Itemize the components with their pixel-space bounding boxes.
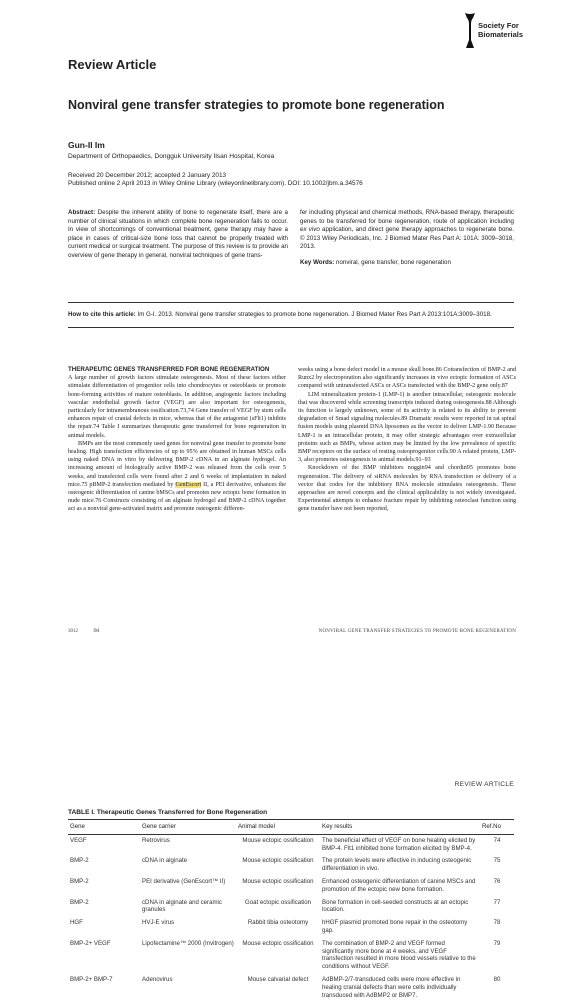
body-left-column xyxy=(68,366,286,514)
table-cell: BMP-2 xyxy=(70,898,89,906)
table-cell: The beneficial effect of VEGF on bone healing elicited by BMP-4. Flt1 inhibited bone formation elicited by BMP-4. xyxy=(322,836,476,852)
table-cell: hHGF plasmid promoted bone repair in the osteotomy gap. xyxy=(322,919,468,934)
society-logo-icon xyxy=(464,12,476,50)
table-cell: Bone formation in cell-seeded constructs at an ectopic location. xyxy=(322,898,469,914)
table-cell: cDNA in alginate xyxy=(142,857,188,865)
table-header-row xyxy=(68,820,514,835)
table-cell: 77 xyxy=(493,898,501,906)
society-logo-text xyxy=(478,22,523,39)
table-cell: 75 xyxy=(493,857,501,865)
running-title: NONVIRAL GENE TRANSFER STRATEGIES TO PROMOTE BONE REGENERATION xyxy=(318,629,516,634)
table-cell: Retrovirus xyxy=(142,836,170,844)
table-cell: Enhanced osteogenic differentiation of canine MSCs and promotion of the ectopic new bone formation. xyxy=(322,877,476,893)
keywords-label: Key Words: xyxy=(300,258,335,266)
table-row xyxy=(68,855,514,876)
footer-author: IM xyxy=(93,629,100,634)
body-paragraph-5: Knockdown of the BMP inhibitors noggin94 and chordin95 promotes bone regeneration. The delivery of siRNA molecules by RNA transfection or delivery of a vector that codes for the inhibitory RNA molecule stimulates osteogenesis. These approaches are novel concepts and the clinical applicability is not widely investigated. Experimental attempts to enhance fracture repair by inhibiting osteoclast function using gene transfer have not been reported, xyxy=(298,465,516,513)
page-number: 3012 xyxy=(68,629,78,634)
table-row xyxy=(68,917,514,938)
table-caption: TABLE I. Therapeutic Genes Transferred for Bone Regeneration xyxy=(68,809,268,816)
logo-line2: Biomaterials xyxy=(478,29,524,39)
section-label: Review Article xyxy=(68,57,157,72)
article-title: Nonviral gene transfer strategies to promote bone regeneration xyxy=(68,98,445,112)
highlighted-term: GenEscort xyxy=(175,481,202,488)
body-paragraph: A large number of growth factors stimulate osteogenesis. Most of these factors either stimulate differentiation of progenitor cells into chondrocytes or osteoblasts or promote bone-forming activities of mature osteoblasts. In addition, angiogenic factors including vascular endothelial growth factor (VEGF) are also important for osteogenesis, particularly for intramembranous ossification.73,74 Gene transfer of VEGF by stem cells enhances repair of cranial defects in mice, whereas that of the antagonist (sFlt1) inhibits the repair.74 Table I summarizes therapeutic gene transferred for bone regeneration in animal models. xyxy=(68,375,286,439)
table-header-cell: Animal model xyxy=(236,820,320,835)
table-row xyxy=(68,876,514,897)
table-row xyxy=(68,897,514,918)
table-cell: BMP-2+ BMP-7 xyxy=(70,975,113,983)
table-cell: Goat ectopic ossification xyxy=(244,898,312,906)
table-row xyxy=(68,938,514,974)
table-cell: 76 xyxy=(493,877,501,885)
table-cell: BMP-2+ VEGF xyxy=(70,939,111,947)
table-cell: PEI derivative (GenEscort™ II) xyxy=(142,877,226,885)
body-paragraph-2b: II, a PEI derivative, enhances the osteogenic differentiation of canine bMSCs and promotes new ectopic bone formation in nude mice.76 Constructs consisting of an alginate hydrogel and BMP-2 cDNA together act as a nonviral gene-activated matrix and promote osteogenic differen- xyxy=(68,481,286,513)
table-cell: VEGF xyxy=(70,836,87,844)
table-cell: Adenovirus xyxy=(142,975,173,983)
table-cell: Mouse ectopic ossification xyxy=(242,939,314,947)
next-page-header: REVIEW ARTICLE xyxy=(454,781,514,788)
table-cell: The combination of BMP-2 and VEGF formed significantly more bone at 4 weeks, and VEGF transfection resulted in more blood vessels relative to the conditions without VEGF. xyxy=(322,939,476,971)
page-footer-left xyxy=(68,629,99,634)
table-cell: HVJ-E virus xyxy=(142,919,175,927)
table-cell: Mouse ectopic ossification xyxy=(242,836,314,844)
author-name: Gun-Il Im xyxy=(68,140,105,150)
table-header-cell: Key results xyxy=(320,820,480,835)
table-row xyxy=(68,974,514,1002)
table-cell: BMP-2 xyxy=(70,857,89,865)
body-paragraph-2a: BMPs are the most commonly used genes for nonviral gene transfer to promote bone healing. High transfection efficiencies of up to 95% are obtained in human MSCs cells using naked DNA in vitro by delivering BMP-2 cDNA in an alginate hydrogel. An increasing amount of biologically active BMP-2 was released from the cells over 5 weeks, and transfected cells were found after 2 and 6 weeks of implantation in naked mice.75 pBMP-2 transfection mediated by xyxy=(68,440,286,488)
table-row xyxy=(68,834,514,855)
table-cell: AdBMP-2/7-transduced cells were more effective in healing cranial defects than were cells individually transduced with AdBMP2 or BMP7. xyxy=(322,975,461,999)
how-to-cite-label: How to cite this article: xyxy=(68,311,136,318)
table-cell: Mouse calvarial defect xyxy=(247,975,309,983)
table-cell: HGF xyxy=(70,919,83,927)
table-header-cell: Gene xyxy=(68,820,140,835)
abstract-left-text: Despite the inherent ability of bone to regenerate itself, there are a number of clinical situations in which complete bone regeneration fails to occur. In view of shortcomings of conventional treatment, gene therapy may have a place in cases of critical-size bone loss that cannot be properly treated with current medical or surgical treatment. The purpose of this review is to provide an overview of gene therapy in general, nonviral techniques of gene trans- xyxy=(68,209,288,259)
body-paragraph-2 xyxy=(68,440,286,514)
table-cell: Mouse ectopic ossification xyxy=(242,857,314,865)
logo-line1: Society For xyxy=(478,21,519,30)
received-date: Received 20 December 2012; accepted 2 January 2013 xyxy=(68,172,227,179)
table-cell: cDNA in alginate and ceramic granules xyxy=(142,898,222,914)
body-paragraph-4: LIM mineralization protein-1 (LMP-1) is another intracellular, osteogenic molecule that was discovered while screening transcripts induced during osteogenesis.88 Although its function is largely unknown, some of its activity is related to its ability to prevent degradation of Smad signaling molecules.89 Dramatic results were reported in rat spinal fusion models using plasmid DNA liposomes as the vector to deliver LMP-1.90 Because LMP-1 is an intracellular protein, it may offer strategic advantages over extracellular proteins such as BMPs, whose action may be limited by the low prevalence of specific BMP receptors on the surface of resting osteoprogenitor cells.90 A related protein, LMP-3, also promotes osteogenesis in animal models.91–93 xyxy=(298,391,516,464)
table-cell: The protein levels were effective in inducing osteogenic differentiation in vivo. xyxy=(322,857,472,873)
publication-dates xyxy=(68,172,363,189)
table-cell: Lipofectamine™ 2000 (Invitrogen) xyxy=(142,939,234,947)
how-to-cite-text: Im G-I. 2013. Nonviral gene transfer strategies to promote bone regeneration. J Biomed Mater Res Part A 2013:101A:3009–3018. xyxy=(137,311,492,318)
abstract-right-text-post: application, and direct gene therapy approaches to regenerate bone. © 2013 Wiley Periodicals, Inc. J Biomed Mater Res Part A: 101A: 3009–3018, 2013. xyxy=(300,226,514,250)
affiliation: Department of Orthopaedics, Dongguk University Ilsan Hospital, Korea xyxy=(68,153,275,160)
keywords xyxy=(300,259,514,268)
abstract-right-text-pre: fer including physical and chemical methods, RNA-based therapy, therapeutic genes to be transferred for bone regeneration, route of application including xyxy=(300,209,514,225)
body-paragraph-3: weeks using a bone defect model in a mouse skull bone.86 Cotransfection of BMP-2 and Runx2 by electroporation also significantly increases in vivo ectopic formation of ASCs compared with untransfected ASCs or ASCs transfected with the BMP-2 gene only.87 xyxy=(298,367,516,390)
table-cell: Mouse ectopic ossification xyxy=(242,877,314,885)
abstract-label: Abstract: xyxy=(68,209,96,216)
table-cell: BMP-2 xyxy=(70,877,89,885)
abstract-right-column xyxy=(300,209,514,267)
table-cell: 78 xyxy=(493,919,501,927)
abstract-left-column xyxy=(68,209,288,260)
table-header-cell: Gene carrier xyxy=(140,820,236,835)
how-to-cite-box xyxy=(68,302,514,328)
table-cell: 74 xyxy=(493,836,501,844)
section-heading: THERAPEUTIC GENES TRANSFERRED FOR BONE REGENERATION xyxy=(68,366,270,373)
table-cell: 80 xyxy=(493,975,501,983)
body-right-column xyxy=(298,366,516,514)
table-cell: 79 xyxy=(493,939,501,947)
published-date: Published online 2 April 2013 in Wiley Online Library (wileyonlinelibrary.com). DOI: 10.1002/jbm.a.34576 xyxy=(68,180,363,188)
table-cell: Rabbit tibia osteotomy xyxy=(247,919,309,927)
table-header-cell: Ref.No xyxy=(480,820,514,835)
therapeutic-genes-table xyxy=(68,819,514,1002)
keywords-text: nonviral, gene transfer, bone regeneration xyxy=(336,258,451,266)
abstract-right-italic: ex vivo xyxy=(300,226,320,233)
